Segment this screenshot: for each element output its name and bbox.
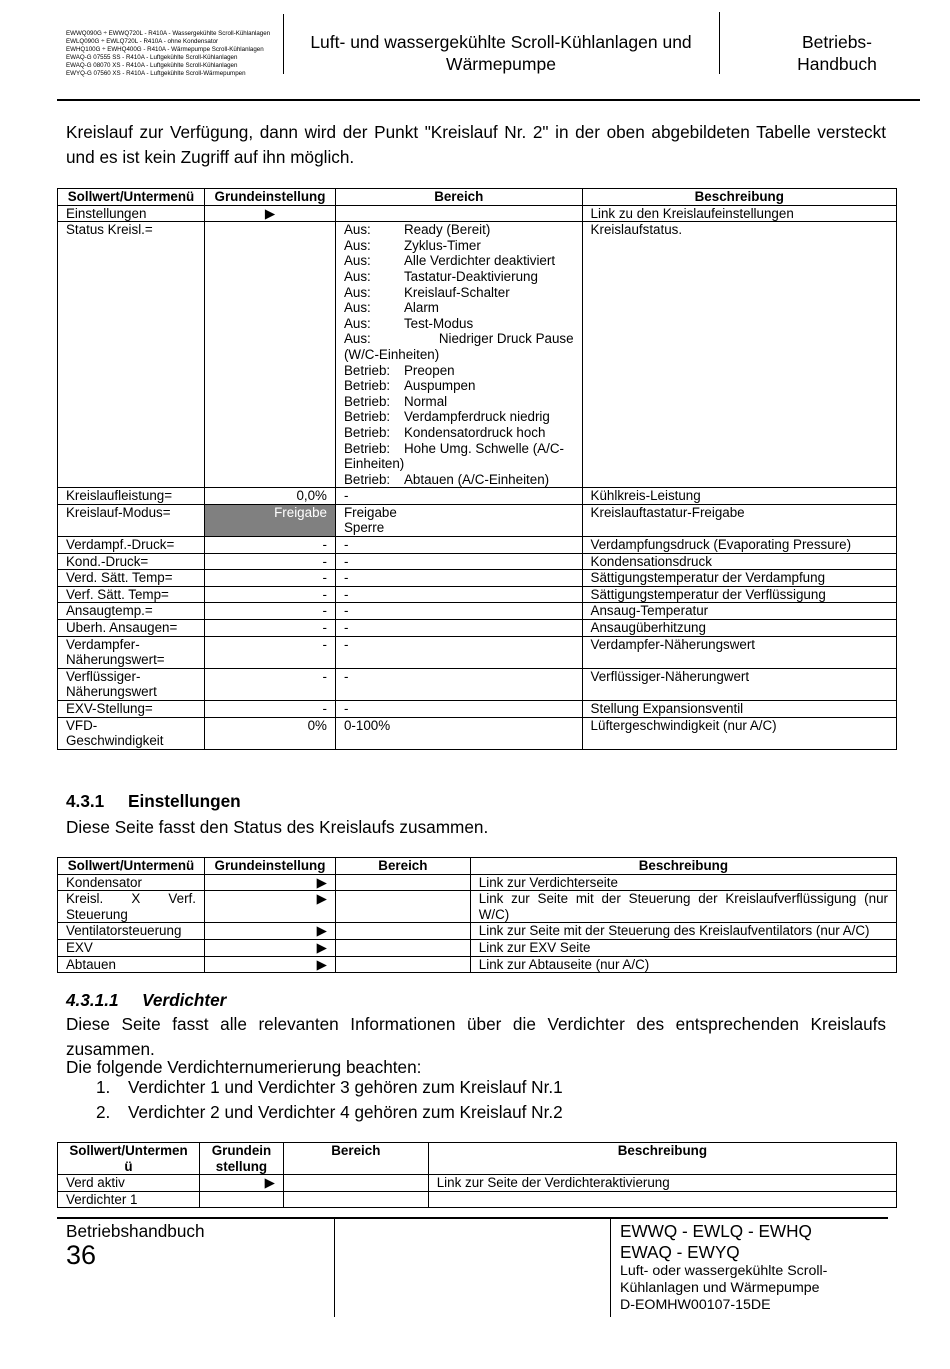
table-header-row: Sollwert/Untermen ü Grundein stellung Bereich Beschreibung — [58, 1143, 897, 1175]
header-rule — [57, 99, 920, 101]
page-number: 36 — [66, 1240, 97, 1270]
status-options: Aus: Ready (Bereit) Aus: Zyklus-Timer Aus: Alle Verdichter deaktiviert Aus: Tastatur-Deaktivierung Aus: Kreislauf-Schalter Aus: Alarm Aus: Test-Modus Aus: Niedriger Druck Pause (W/C-Einheiten) Betrieb: Preopen Betrieb: Auspumpen Betrieb: Normal Betrieb: Verdampferdruck niedrig Betrieb: Kondensatordruck hoch Betrieb: Hohe Umg. Schwelle (A/C- Einheiten) Betrieb: Abtauen (A/C-Einheiten) — [335, 222, 582, 488]
intro-paragraph: Kreislauf zur Verfügung, dann wird der Punkt "Kreislauf Nr. 2" in der oben abgebildeten Tabelle versteckt und es ist kein Zugriff auf ihn möglich. — [66, 122, 886, 167]
table-row: Uberh. Ansaugen= - - Ansaugüberhitzung — [58, 620, 897, 637]
table-row: VFD- Geschwindigkeit 0% 0-100% Lüftergeschwindigkeit (nur A/C) — [58, 717, 897, 749]
footer-divider — [610, 1219, 611, 1317]
table-row[interactable]: Ventilatorsteuerung ▶ Link zur Seite mit der Steuerung des Kreislaufventilators (nur A/C) — [58, 923, 897, 940]
table-row[interactable]: Kondensator ▶ Link zur Verdichterseite — [58, 874, 897, 891]
section-text: Diese Seite fasst den Status des Kreislaufs zusammen. — [66, 817, 489, 837]
col-header: Bereich — [335, 189, 582, 206]
table-row: Status Kreisl.= Aus: Ready (Bereit) Aus: Zyklus-Timer Aus: Alle Verdichter deaktiviert Aus: Tastatur-Deaktivierung Aus: Kreislauf-Schalter Aus: Alarm Aus: Test-Modus Aus: Niedriger Druck Pause (W/C-Einheiten) Betrieb: Preopen Betrieb: Auspumpen Betrieb: Normal Betrieb: Verdampferdruck niedrig Betrieb: Kondensatordruck hoch Betrieb: Hohe Umg. Schwelle (A/C- Einheiten) Betrieb: Abtauen (A/C-Einheiten) Kreislaufstatus. — [58, 222, 897, 488]
table-row[interactable]: Verd aktiv ▶ Link zur Seite der Verdichteraktivierung — [58, 1175, 897, 1192]
mode-value-cell[interactable]: Freigabe — [204, 504, 335, 536]
col-header: Beschreibung — [582, 189, 896, 206]
section-text: Die folgende Verdichternumerierung beachten: — [66, 1057, 422, 1077]
table-row: Verd. Sätt. Temp= - - Sättigungstemperatur der Verdampfung — [58, 570, 897, 587]
list-item: 2. Verdichter 2 und Verdichter 4 gehören zum Kreislauf Nr.2 — [96, 1102, 563, 1122]
table-row: Verf. Sätt. Temp= - - Sättigungstemperatur der Verflüssigung — [58, 586, 897, 603]
settings-table — [57, 857, 897, 973]
footer-divider — [334, 1219, 335, 1317]
table-row: Verdichter 1 — [58, 1191, 897, 1208]
table-row[interactable]: Kreisl. X Verf. Steuerung ▶ Link zur Seite mit der Steuerung der Kreislaufverflüssigung (nur W/C) — [58, 891, 897, 923]
link-arrow-icon[interactable]: ▶ — [204, 956, 335, 973]
header-doc-type: Betriebs- Handbuch — [797, 32, 877, 74]
footer-rule — [57, 1217, 888, 1219]
list-item: 1. Verdichter 1 und Verdichter 3 gehören zum Kreislauf Nr.1 — [96, 1077, 563, 1097]
link-arrow-icon[interactable]: ▶ — [204, 205, 335, 222]
model-line: EWYQ-G 07560 XS - R410A - Luftgekühlte Scroll-Wärmepumpen — [66, 69, 246, 77]
table-row: Kreislaufleistung= 0,0% - Kühlkreis-Leistung — [58, 488, 897, 505]
table-header-row — [58, 189, 897, 206]
doc-code: D-EOMHW00107-15DE — [620, 1297, 771, 1313]
section-heading: 4.3.1 Einstellungen — [66, 791, 241, 811]
model-line: EWWQ090G ÷ EWWQ720L - R410A - Wassergekühlte Scroll-Kühlanlagen — [66, 30, 271, 37]
link-arrow-icon[interactable]: ▶ — [204, 891, 335, 923]
model-line: EWAQ-G 07555 SS - R410A - Luftgekühlte Scroll-Kühlanlagen — [66, 53, 238, 61]
circuit-status-table — [57, 188, 897, 750]
link-arrow-icon[interactable]: ▶ — [204, 874, 335, 891]
table-row: Kond.-Druck= - - Kondensationsdruck — [58, 553, 897, 570]
header-divider — [719, 12, 720, 74]
table-row: EXV-Stellung= - - Stellung Expansionsventil — [58, 701, 897, 718]
table-row[interactable]: EXV ▶ Link zur EXV Seite — [58, 939, 897, 956]
footer-models: EWWQ - EWLQ - EWHQ EWAQ - EWYQ Luft- oder wassergekühlte Scroll- Kühlanlagen und Wärmepumpe D-EOMHW00107-15DE — [620, 1221, 888, 1314]
table-header-row: Sollwert/Untermenü Grundeinstellung Bereich Beschreibung — [58, 858, 897, 875]
col-header: Sollwert/Untermenü — [58, 189, 205, 206]
table-row: Ansaugtemp.= - - Ansaug-Temperatur — [58, 603, 897, 620]
link-arrow-icon[interactable]: ▶ — [204, 923, 335, 940]
table-row: Verflüssiger- Näherungswert - - Verflüssiger-Näherungwert — [58, 668, 897, 700]
section-text: Diese Seite fasst alle relevanten Informationen über die Verdichter des entsprechenden Kreislaufs zusammen. — [66, 1014, 886, 1059]
table-row[interactable]: Abtauen ▶ Link zur Abtauseite (nur A/C) — [58, 956, 897, 973]
model-line: EWHQ100G ÷ EWHQ400G - R410A - Wärmepumpe Scroll-Kühlanlagen — [66, 45, 264, 53]
table-row: Verdampfer- Näherungswert= - - Verdampfer-Näherungswert — [58, 636, 897, 668]
header-divider — [283, 14, 284, 74]
page-header — [57, 10, 892, 102]
footer-manual: Betriebshandbuch — [66, 1221, 205, 1241]
model-list — [66, 30, 271, 77]
model-line: EWAQ-G 08070 XS - R410A - Luftgekühlte Scroll-Kühlanlagen — [66, 61, 238, 69]
table-row: Kreislauf-Modus= Freigabe Freigabe Sperre Kreislauftastatur-Freigabe — [58, 504, 897, 536]
table-row[interactable]: Einstellungen ▶ Link zu den Kreislaufeinstellungen — [58, 205, 897, 222]
subsection-heading: 4.3.1.1 Verdichter — [66, 990, 227, 1010]
col-header: Grundeinstellung — [204, 189, 335, 206]
header-title: Luft- und wassergekühlte Scroll-Kühlanlagen und Wärmepumpe — [310, 32, 692, 74]
link-arrow-icon[interactable]: ▶ — [204, 939, 335, 956]
link-arrow-icon[interactable]: ▶ — [199, 1175, 283, 1192]
numbered-list — [96, 1075, 563, 1125]
table-row: Verdampf.-Druck= - - Verdampfungsdruck (Evaporating Pressure) — [58, 537, 897, 554]
compressor-table — [57, 1142, 897, 1208]
model-line: EWLQ090G ÷ EWLQ720L - R410A - ohne Kondensator — [66, 37, 219, 45]
